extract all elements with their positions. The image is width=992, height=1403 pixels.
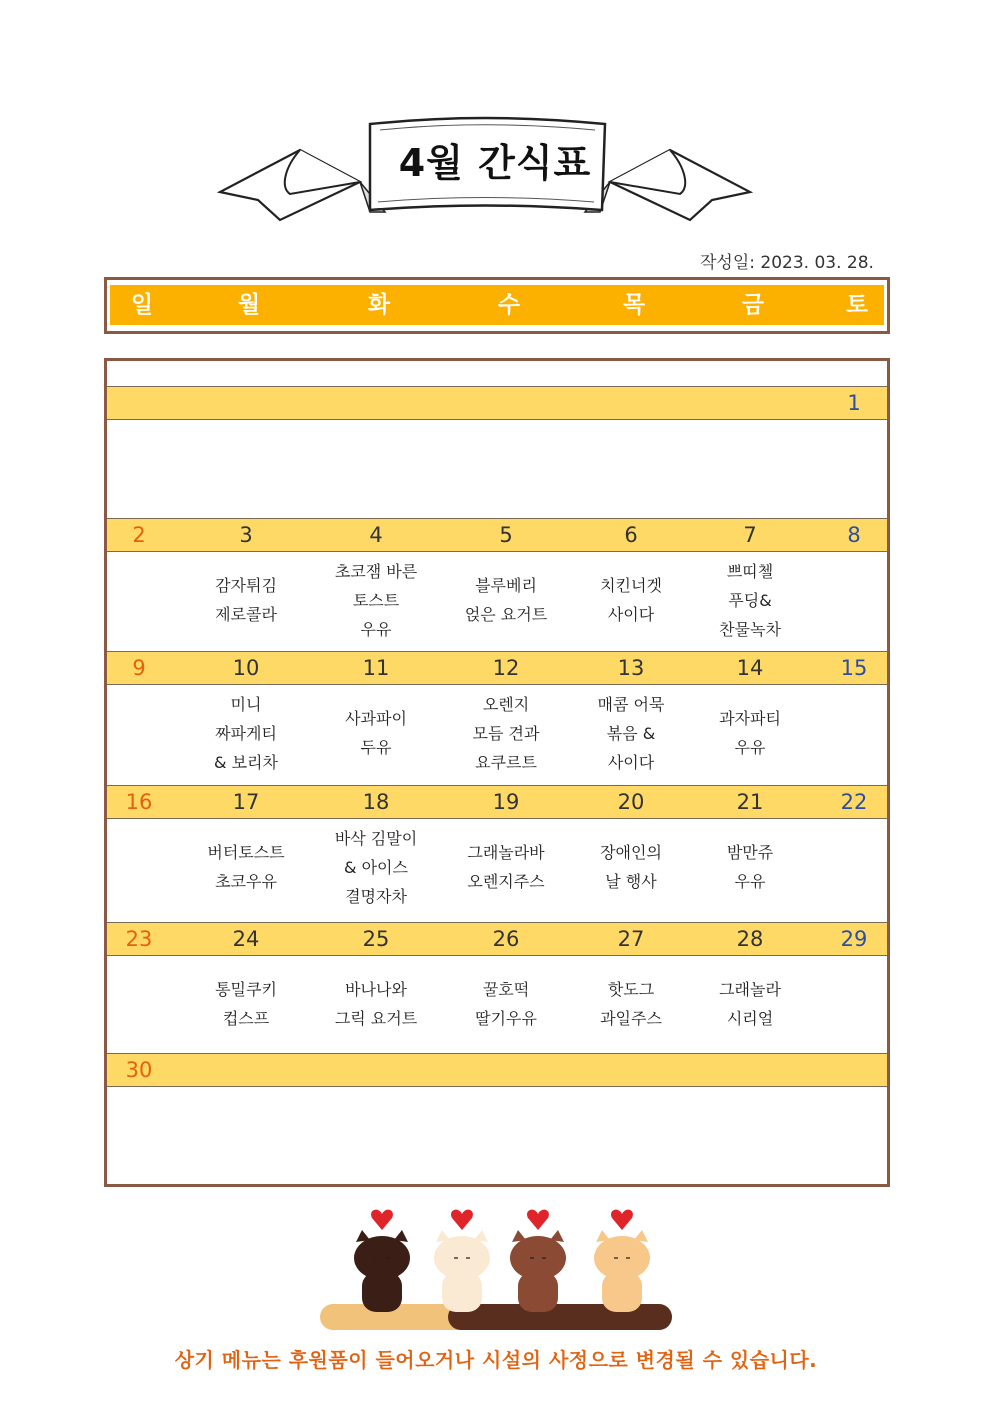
date-row: [107, 518, 887, 552]
date-number: 14: [736, 656, 764, 680]
date-number: 30: [125, 1058, 153, 1082]
calendar-grid: [104, 358, 890, 1187]
menu-item: 컵스프: [222, 1009, 270, 1028]
date-number: 13: [617, 656, 645, 680]
weekday-tue: 화: [367, 292, 391, 318]
created-date: 작성일: 2023. 03. 28.: [700, 253, 874, 273]
menu-item: 시리얼: [726, 1009, 774, 1028]
date-number: 7: [743, 523, 757, 547]
menu-cell: [566, 571, 696, 629]
date-row: [107, 1053, 887, 1087]
menu-item: 사과파이: [345, 709, 407, 728]
menu-item: 제로콜라: [215, 605, 277, 624]
menu-cell: [685, 975, 815, 1033]
menu-cell: [685, 557, 815, 644]
menu-item: 볶음 &: [606, 723, 656, 743]
cats-illustration-icon: [318, 1194, 674, 1334]
date-number: 1: [847, 391, 861, 415]
weekday-fri: 금: [741, 292, 765, 318]
weekday-sat: 토: [845, 292, 869, 318]
menu-item: 버터토스트: [207, 843, 285, 862]
date-number: 26: [492, 927, 520, 951]
date-row: [107, 386, 887, 420]
date-number: 10: [232, 656, 260, 680]
menu-item: 날 행사: [605, 872, 657, 891]
date-number: 3: [239, 523, 253, 547]
menu-item: 과자파티: [719, 709, 781, 728]
weekday-header: [104, 277, 890, 334]
menu-item: 감자튀김: [215, 576, 277, 595]
menu-item: 딸기우유: [475, 1009, 537, 1028]
menu-item: 우유: [734, 738, 766, 757]
menu-item: 두유: [360, 738, 392, 757]
weekday-mon: 월: [237, 292, 261, 318]
menu-item: 초코잼 바른: [334, 561, 418, 581]
menu-cell: [181, 571, 311, 629]
date-number: 17: [232, 790, 260, 814]
menu-item: 블루베리: [475, 576, 537, 595]
menu-item: 통밀쿠키: [215, 980, 277, 999]
menu-cell: [685, 838, 815, 896]
menu-item: & 보리차: [214, 752, 278, 772]
weekday-thu: 목: [622, 292, 646, 318]
menu-cell: [311, 704, 441, 762]
menu-item: 그래놀라: [719, 980, 781, 999]
date-number: 6: [624, 523, 638, 547]
date-number: 20: [617, 790, 645, 814]
menu-cell: [311, 824, 441, 911]
date-number: 2: [132, 523, 146, 547]
date-row: [107, 922, 887, 956]
menu-item: 사이다: [607, 605, 655, 624]
weekday-sun: 일: [130, 292, 154, 318]
menu-item: 장애인의: [600, 843, 662, 862]
menu-item: 초코우유: [215, 872, 277, 891]
date-number: 21: [736, 790, 764, 814]
menu-item: 토스트: [352, 590, 400, 610]
menu-item: 과일주스: [600, 1009, 662, 1028]
menu-item: 우유: [360, 619, 392, 639]
date-number: 15: [840, 656, 868, 680]
date-number: 16: [125, 790, 153, 814]
menu-item: 우유: [734, 872, 766, 891]
date-number: 11: [362, 656, 390, 680]
menu-cell: [441, 690, 571, 777]
menu-item: 바나나와: [345, 980, 407, 999]
notice-text: 상기 메뉴는 후원품이 들어오거나 시설의 사정으로 변경될 수 있습니다.: [174, 1348, 818, 1372]
date-number: 25: [362, 927, 390, 951]
menu-item: 오렌지: [482, 694, 530, 714]
menu-item: 치킨너겟: [600, 576, 662, 595]
menu-item: 밤만쥬: [726, 843, 774, 862]
menu-item: 핫도그: [607, 980, 655, 999]
menu-item: 오렌지주스: [467, 872, 545, 891]
date-number: 4: [369, 523, 383, 547]
menu-cell: [441, 975, 571, 1033]
date-number: 28: [736, 927, 764, 951]
menu-item: 푸딩&: [728, 590, 772, 610]
date-number: 27: [617, 927, 645, 951]
date-number: 5: [499, 523, 513, 547]
menu-cell: [181, 975, 311, 1033]
date-number: 19: [492, 790, 520, 814]
page-title: 4월 간식표: [398, 141, 592, 185]
menu-item: 모듬 견과: [472, 723, 540, 743]
menu-item: 매콤 어묵: [597, 694, 665, 714]
date-number: 8: [847, 523, 861, 547]
date-number: 22: [840, 790, 868, 814]
menu-item: 그릭 요거트: [334, 1009, 418, 1028]
menu-item: 바삭 김말이: [334, 828, 418, 848]
menu-cell: [441, 571, 571, 629]
menu-item: 얹은 요거트: [464, 605, 548, 624]
menu-item: 꿀호떡: [482, 980, 530, 999]
date-number: 29: [840, 927, 868, 951]
date-number: 9: [132, 656, 146, 680]
menu-cell: [566, 975, 696, 1033]
menu-cell: [566, 838, 696, 896]
menu-item: 그래놀라바: [467, 843, 545, 862]
date-number: 23: [125, 927, 153, 951]
menu-cell: [181, 838, 311, 896]
date-row: [107, 785, 887, 819]
menu-cell: [181, 690, 311, 777]
date-number: 12: [492, 656, 520, 680]
menu-item: 짜파게티: [215, 723, 277, 743]
date-number: 24: [232, 927, 260, 951]
menu-item: 찬물녹차: [719, 619, 781, 639]
menu-item: 사이다: [607, 752, 655, 772]
menu-cell: [441, 838, 571, 896]
menu-item: 미니: [230, 694, 262, 714]
menu-item: 요쿠르트: [475, 752, 537, 772]
menu-item: 쁘띠첼: [726, 561, 774, 581]
menu-cell: [685, 704, 815, 762]
menu-cell: [566, 690, 696, 777]
date-number: 18: [362, 790, 390, 814]
weekday-wed: 수: [497, 292, 521, 318]
menu-item: & 아이스: [344, 857, 408, 877]
date-row: [107, 651, 887, 685]
menu-cell: [311, 975, 441, 1033]
menu-cell: [311, 557, 441, 644]
menu-item: 결명자차: [345, 886, 407, 906]
